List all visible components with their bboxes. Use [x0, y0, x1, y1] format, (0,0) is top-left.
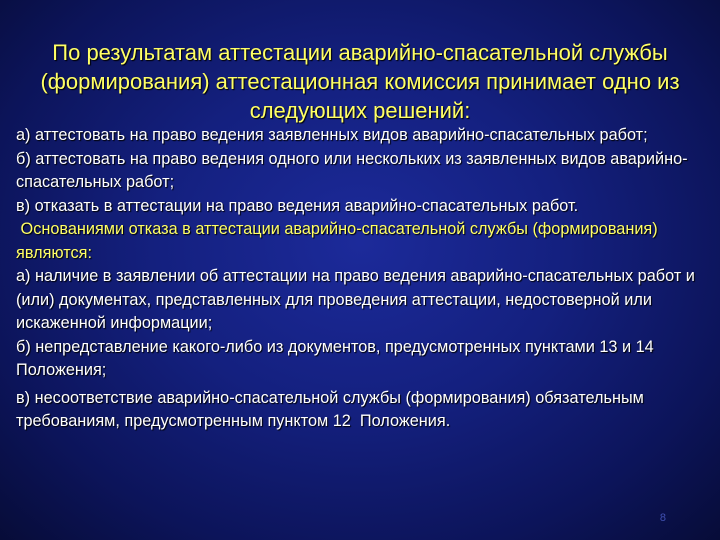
refusal-item-b: б) непредставление какого-либо из документов, предусмотренных пунктами 13 и 14 Положения;: [16, 337, 654, 379]
page-number: 8: [659, 512, 666, 524]
refusal-item-a: а) наличие в заявлении об аттестации на право ведения аварийно-спасательных работ и (или) документах, представленных для проведения аттестации, недостоверной или искаженной информации;: [16, 267, 695, 332]
refusal-item-c: в) несоответствие аварийно-спасательной службы (формирования) обязательным требованиям, предусмотренным пунктом 12 Положения.: [16, 388, 649, 430]
slide-title: По результатам аттестации аварийно-спасательной службы (формирования) аттестационная комиссия принимает одно из следующих решений:: [40, 40, 680, 123]
decision-item-a: а) аттестовать на право ведения заявленных видов аварийно-спасательных работ;: [16, 126, 648, 144]
slide-body: [16, 124, 706, 434]
decision-item-b: б) аттестовать на право ведения одного или нескольких из заявленных видов аварийно-спасательных работ;: [16, 149, 688, 191]
decision-item-c: в) отказать в аттестации на право ведения аварийно-спасательных работ.: [16, 196, 579, 215]
refusal-grounds-heading: Основаниями отказа в аттестации аварийно-спасательной службы (формирования) являются:: [16, 220, 663, 262]
